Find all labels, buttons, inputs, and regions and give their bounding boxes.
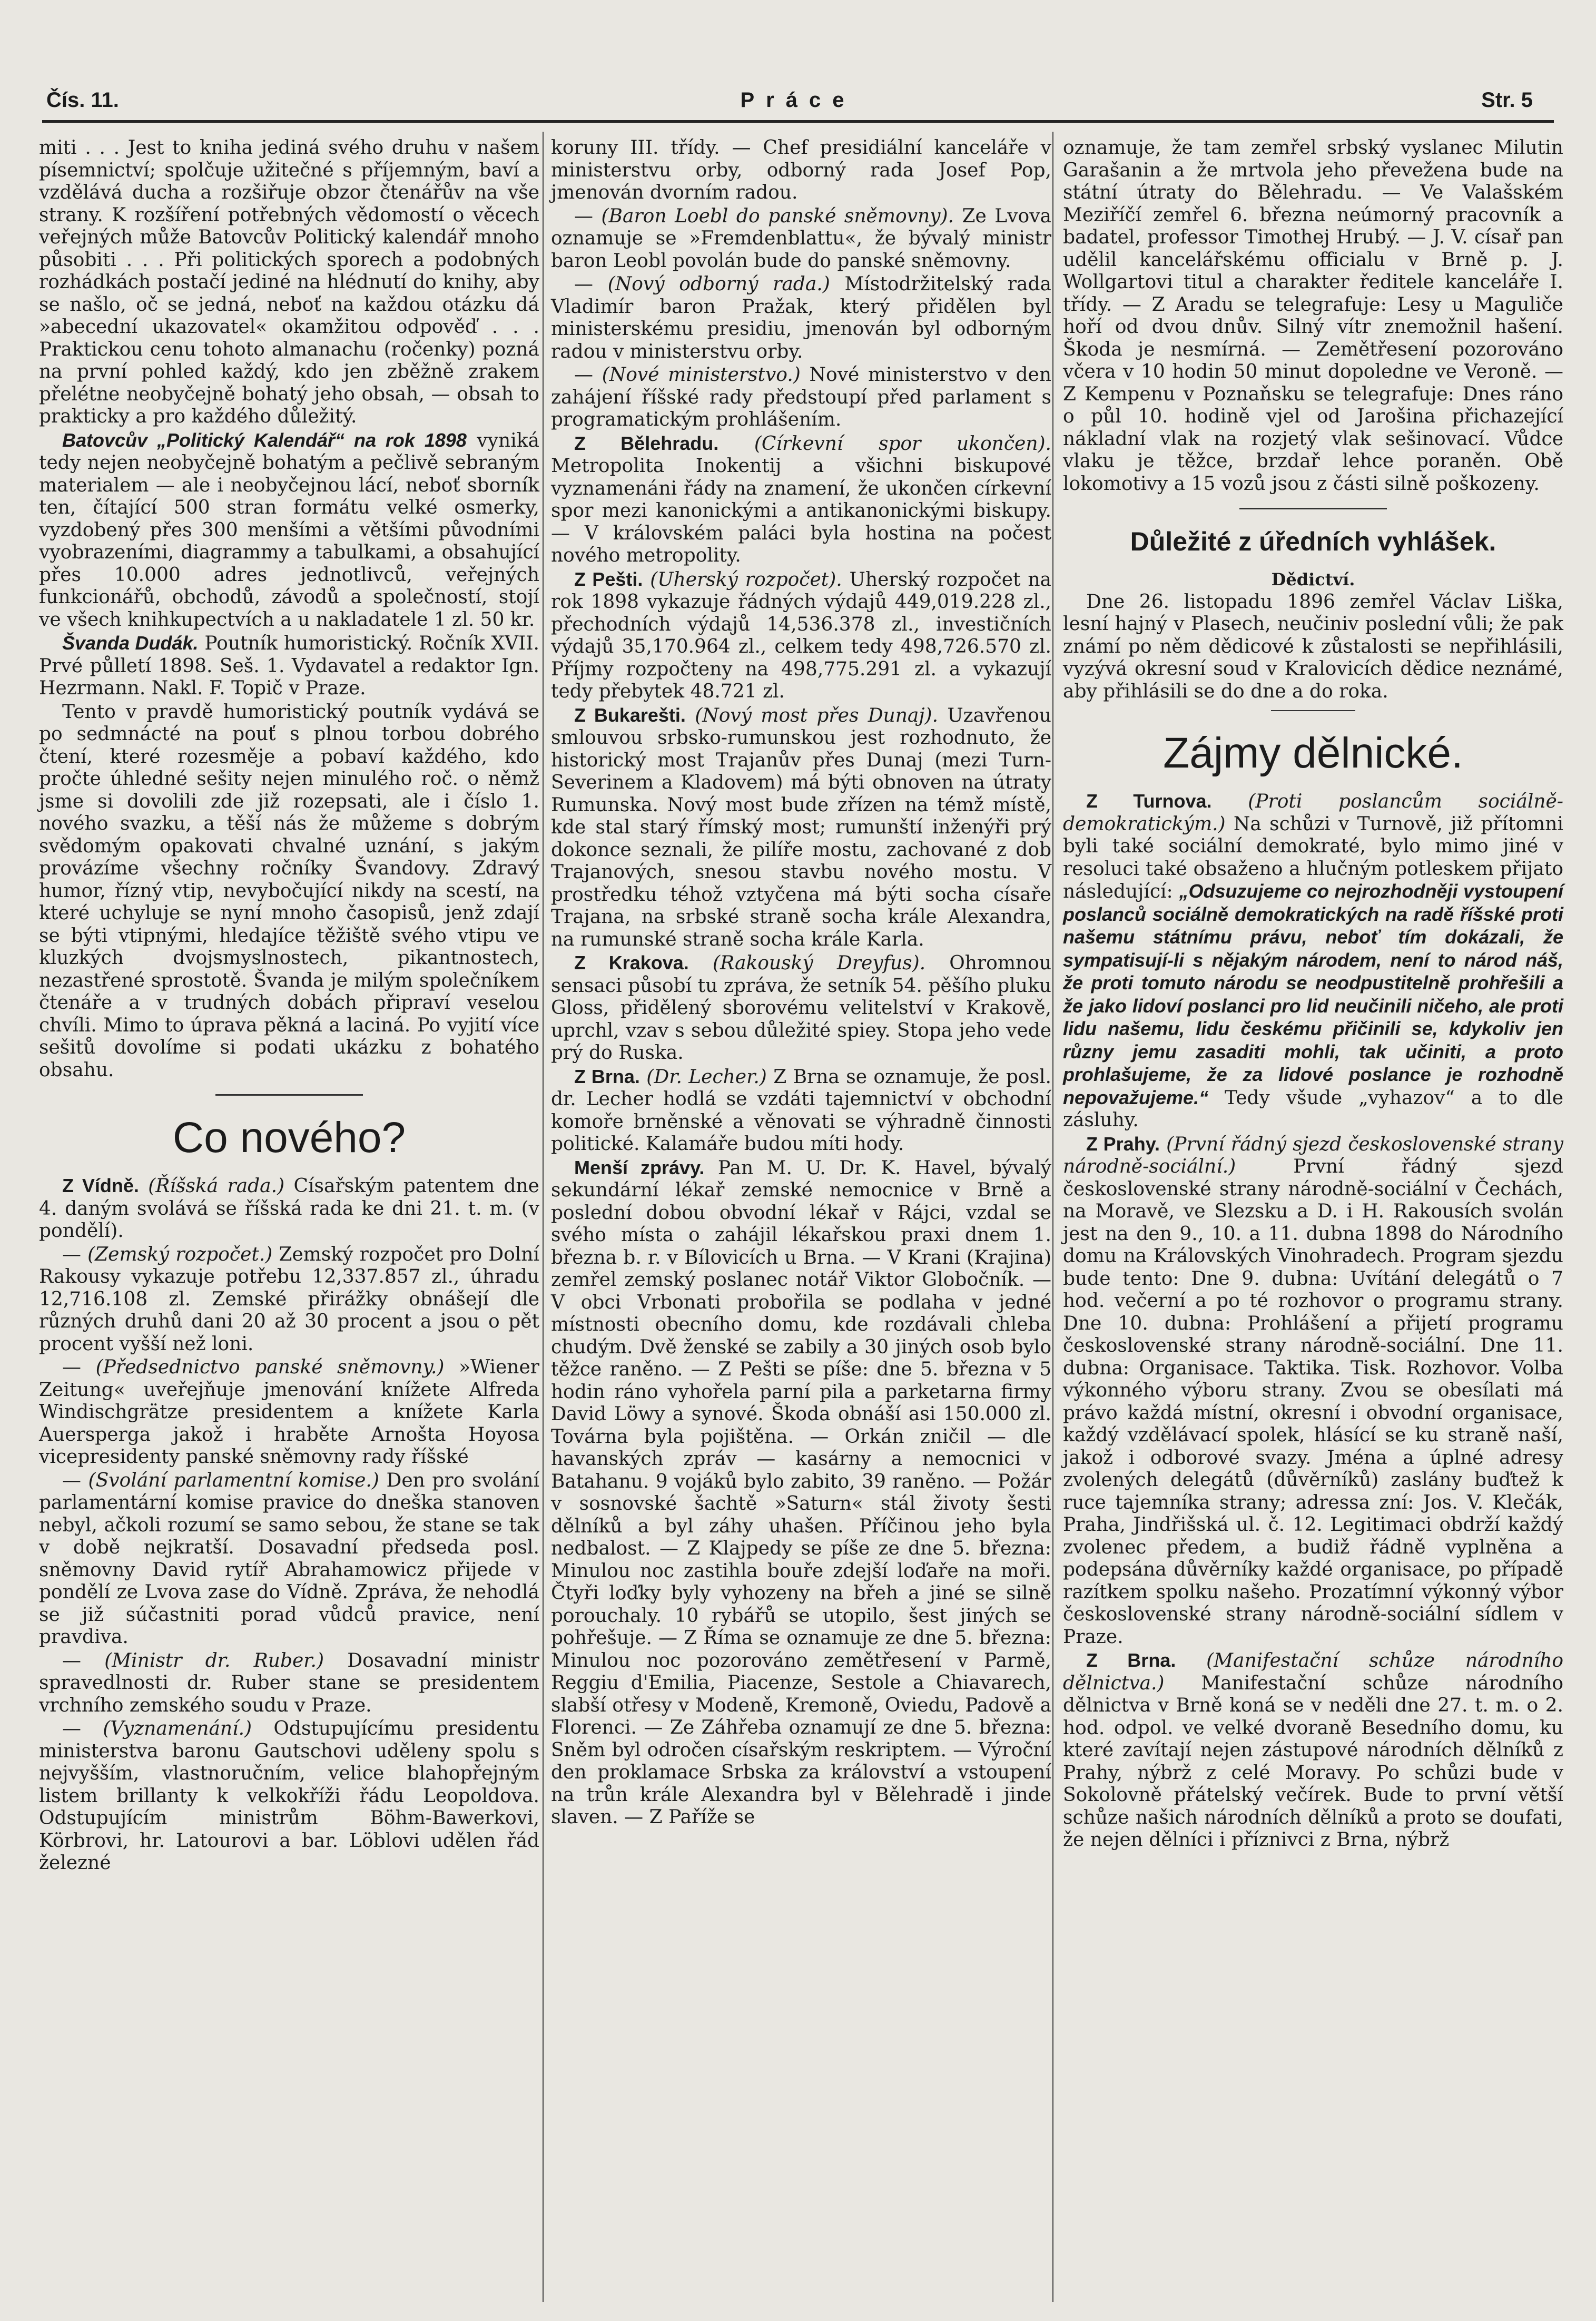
issue-number: Čís. 11. <box>46 88 119 112</box>
news-item <box>551 952 1051 1065</box>
article-paragraph: Tento v pravdě humoristický poutník vydává se po sedmnácté na pouť s plnou torbou dobrého čtení, které rozesměje a pobaví každého, kdo pročte úhledné sešity nejen minulého roč. o němž jsme si dovolili zde již rozepsati, ale i číslo 1. nového svazku, a těší nás že můžeme s dobrým svědomým opakovati chvalné uznání, s jakým provázíme všechny ročníky Švandovy. Zdravý humor, řízný vtip, nevybočující nikdy na scestí, na které uchyluje se nyní mnoho časopisů, jenž zdají se býti vtipnými, hledajíce těžiště svého vtipu ve kluzkých dvojsmyslnostech, pikantnostech, nezastřené sprostotě. Švanda je milým společníkem čtenáře a v trudných dobách připraví veselou chvíli. Mimo to úprava pěkná a laciná. Po vyjití více sešitů dovolíme si podati ukázku z bohatého obsahu. <box>39 701 539 1081</box>
news-text: První řádný sjezd československé strany národně-sociální v Čechách, na Moravě, ve Slezsku a D. i H. Rakousích svolán jest na den 9., 10. a 11. dubna 1898 do Národního domu na Královských Vinohradech. Program sjezdu bude tento: Dne 9. dubna: Uvítání delegátů o 7 hod. večerní a po té rozhovor o programu strany. Dne 10. dubna: Prohlášení a přijetí programu československé strany národně-sociální. Dne 11. dubna: Organisace. Taktika. Tisk. Rozhovor. Volba výkonného výboru strany. Zvou se obesílati má právo každá místní, okresní i obvodní organisace, každý vzdělávací spolek, hlásící se ku straně naší, jakož i odborové svazy. Jména a úplné adresy zvolených delegátů (důvěrníků) zaslány buďtež k ruce tajemníka strany; adressa zní: Jos. V. Klečák, Praha, Jindřišská ul. č. 12. Legitimaci obdrží každý zvolenec předem, a budiž řádně vyplněna a podepsána důvěrníky každé organisace, po případě razítkem spolku našeho. Prozatímní výkonný výbor československé strany národně-sociální sídlem v Praze. <box>1063 1156 1563 1648</box>
news-title: (Baron Loebl do panské sněmovny). <box>601 205 954 227</box>
news-item <box>1063 1649 1563 1852</box>
news-title: (Předsednictvo panské sněmovny.) <box>95 1356 445 1378</box>
news-item <box>1063 1133 1563 1649</box>
section-heading: Důležité z úředních vyhlášek. <box>1130 527 1496 556</box>
section-rule <box>215 1094 363 1096</box>
news-text: Na schůzi v Turnově, již přítomni byli také sociální demokraté, bylo mimo jiné v resoluci také obsaženo a hlučným potleskem přijato následující: <box>1063 813 1563 902</box>
news-item: — (Nový odborný rada.) Místodržitelský rada Vladimír baron Pražak, který přidělen byl ministerskému presidiu, jmenován byl odborným radou v ministerstvu orby. <box>551 273 1051 362</box>
news-text: Uherský rozpočet na rok 1898 vykazuje řádných výdajů 449,019.228 zl., přechodních výdajů 14,536.378 zl., investičních výdajů 35,170.964 zl., celkem tedy 498,726.570 zl. Příjmy rozpočteny na 498,775.291 zl. a vykazují tedy přebytek 48.721 zl. <box>551 568 1051 702</box>
news-title: (Rakouský Dreyfus). <box>712 952 926 974</box>
article-text: vyniká tedy nejen neobyčejně bohatým a pečlivě sebraným materialem — ale i neobyčejnou lácí, neboť sborník ten, čítající 500 stran formátu velké osmerky, vyzdobený přes 300 menšími a většími původními vyobrazeními, diagrammy a tabulkami, a obsahující přes 10.000 adres jednotlivců, veřejných funkcionářů, obchodů, závodů a společností, stojí ve všech knihkupectvích a u nakladatele 1 zl. 50 kr. <box>39 429 540 631</box>
news-text: Den pro svolání parlamentární komise pravice do dneška stanoven nebyl, ačkoli rozumí se samo sebou, že stane se tak v době nejkratší. Dosavadní předseda posl. sněmovny David rytíř Abrahamowicz přijede v pondělí ze Lvova zase do Vídně. Zpráva, že nehodlá se již súčastniti porad vůdců pravice, není pravdiva. <box>39 1469 539 1648</box>
subsection-heading: Dědictví. <box>1271 569 1355 589</box>
resolution-quote: „Odsuzujeme co nejrozhodněji vystoupení poslanců sociálně demokratických na radě říšské proti našemu státnímu právu, neboť tím dokázali, že sympatisují-li s nějakým národem, není to národ náš, že proti tomuto národu se neodpustitelně prohřešili a že jako lidoví poslanci pro lid neučinili ničeho, ale proti lidu našemu, lidu českému přičinili se, kdykoliv jen různy jemu zasaditi mohli, tak učiniti, a proto prohlašujeme, že za lidové poslance je rozhodně nepovažujeme.“ <box>1063 880 1563 1108</box>
news-item <box>551 1157 1051 1829</box>
article-paragraph <box>39 429 539 632</box>
news-title: (První řádný sjezd československé strany národně-sociální.) <box>1063 1133 1563 1177</box>
news-location: Z Krakova. <box>574 952 689 973</box>
column-1 <box>39 137 539 1876</box>
news-title: (Ministr dr. Ruber.) <box>104 1649 324 1671</box>
news-location: Z Pešti. <box>574 568 643 590</box>
news-text: Tedy všude „vyhazov“ a to dle zásluhy. <box>1063 1087 1563 1131</box>
news-title: (Říšská rada.) <box>148 1175 285 1197</box>
news-text: Z Brna se oznamuje, že posl. dr. Lecher hodlá se vzdáti tajemnictví v obchodní komoře brněnské a věnovati se výhradně činnosti politické. Kalamáře budou míti hody. <box>551 1066 1051 1155</box>
article-paragraph <box>39 632 539 700</box>
page-number: Str. 5 <box>1481 88 1533 112</box>
news-text: Ze Lvova oznamuje se »Fremdenblattu«, že bývalý ministr baron Leobl povolán bude do panské sněmovny. <box>551 205 1051 272</box>
news-text: Odstupujícímu presidentu ministerstva baronu Gautschovi uděleny spolu s nejvyšším, vlastnoručním, velice blahopřejným listem brillanty k velkokříži řádu Leopoldova. Odstupujícím ministrům Böhm-Bawerkovi, Körbrovi, hr. Latourovi a bar. Löblovi udělen řád železné <box>39 1718 539 1874</box>
news-item: — (Svolání parlamentní komise.) Den pro svolání parlamentární komise pravice do dneška stanoven nebyl, ačkoli rozumí se samo sebou, že stane se tak v době nejkratší. Dosavadní předseda posl. sněmovny David rytíř Abrahamowicz přijede v pondělí ze Lvova zase do Vídně. Zpráva, že nehodlá se již súčastniti porad vůdců pravice, není pravdiva. <box>39 1469 539 1648</box>
column-3 <box>1063 137 1563 1853</box>
news-item <box>551 432 1051 567</box>
news-item <box>551 704 1051 951</box>
section-heading: Zájmy dělnické. <box>1163 729 1463 777</box>
news-text: Zemský rozpočet pro Dolní Rakousy vykazuje potřebu 12,337.857 zl., úhradu 12,716.108 zl. Zemské přirážky obnášejí dle různých druhů dani 20 až 30 procent a jsou o pět procent vyšší než loni. <box>39 1243 539 1355</box>
column-2 <box>551 137 1051 1830</box>
news-location: Z Turnova. <box>1086 790 1212 812</box>
news-location: Z Bělehradu. <box>574 432 719 454</box>
news-text: Ohromnou sensaci působí tu zpráva, že setník 54. pěšího pluku Gloss, přidělený sborovému velitelství v Krakově, uprchl, vzav s sebou důležité spiey. Stopa jeho vede prý do Ruska. <box>551 952 1051 1064</box>
news-text: Nové ministerstvo v den zahájení říšské rady předstoupí před parlament s programatickým prohlášením. <box>551 364 1052 430</box>
news-text: Císařským patentem dne 4. daným svolává se říšská rada ke dni 21. t. m. (v pondělí). <box>39 1175 539 1242</box>
news-text: Místodržitelský rada Vladimír baron Pražak, který přidělen byl ministerskému presidiu, jmenován byl odborným radou v ministerstvu orby. <box>551 273 1051 362</box>
news-item: — (Vyznamenání.) Odstupujícímu presidentu ministerstva baronu Gautschovi uděleny spolu s nejvyšším, vlastnoručním, velice blahopřejným listem brillanty k velkokříži řádu Leopoldova. Odstupujícím ministrům Böhm-Bawerkovi, Körbrovi, hr. Latourovi a bar. Löblovi udělen řád železné <box>39 1718 539 1874</box>
news-item <box>551 568 1051 703</box>
section-rule <box>1239 508 1387 509</box>
news-item <box>1063 790 1563 1132</box>
news-title: (Nový most přes Dunaj). <box>695 704 939 726</box>
news-item: oznamuje, že tam zemřel srbský vyslanec Milutin Garašanin a že mrtvola jeho převežena bude na státní útraty do Bělehradu. — Ve Valašském Meziříčí zemřel 6. března neúmorný pracovník a badatel, professor Timothej Hrubý. — J. V. císař pan udělil kancelářskému officialu v Brně p. J. Wollgartovi titul a charakter ředitele kanceláře I. třídy. — Z Aradu se telegrafuje: Lesy u Maguliče hoří od dvou dnův. Silný vítr znemožnil hašení. Škoda je nesmírná. — Zemětřesení pozorováno včera v 10 hodin 50 minut dopoledne ve Veroně. — Z Kempenu v Poznaňsku se telegrafuje: Dnes ráno o půl 10. hodině vjel od Jarošina přichazející nákladní vlak na rozjetý vlak sešinovací. Vůdce vlaku je těžce, brzdař lehce poraněn. Obě lokomotivy a 15 vozů jsou z části silně poškozeny. <box>1063 137 1563 495</box>
news-location: Menší zprávy. <box>574 1156 705 1178</box>
news-location: Z Vídně. <box>62 1175 139 1196</box>
column-divider <box>543 132 544 2302</box>
news-location: Z Bukarešti. <box>574 704 686 726</box>
news-title: (Církevní spor ukončen). <box>754 432 1051 455</box>
news-item: — (Baron Loebl do panské sněmovny). Ze Lvova oznamuje se »Fremdenblattu«, že bývalý ministr baron Leobl povolán bude do panské sněmovny. <box>551 205 1051 272</box>
masthead-title: Práce <box>740 88 856 112</box>
news-text: Metropolita Inokentij a všichni biskupové vyznamenáni řády na znamení, že ukončen církevní spor mezi kanonickými a antikanonickými biskupy. — V královském paláci byla hostina na počest nového metropolity. <box>551 455 1051 566</box>
news-title: (Dr. Lecher.) <box>646 1066 767 1088</box>
news-item: — (Nové ministerstvo.) Nové ministerstvo v den zahájení říšské rady předstoupí před parlament s programatickým prohlášením. <box>551 364 1052 430</box>
news-item: — (Zemský rozpočet.) Zemský rozpočet pro Dolní Rakousy vykazuje potřebu 12,337.857 zl., úhradu 12,716.108 zl. Zemské přirážky obnášejí dle různých druhů dani 20 až 30 procent a jsou o pět procent vyšší než loni. <box>39 1243 539 1355</box>
news-title: (Svolání parlamentní komise.) <box>88 1469 379 1491</box>
article-title: Švanda Dudák. <box>62 632 199 654</box>
news-item: koruny III. třídy. — Chef presidiální kanceláře v ministerstvu orby, odborný rada Josef Pop, jmenován dvorním radou. <box>551 137 1051 203</box>
news-title: (Zemský rozpočet.) <box>87 1243 273 1265</box>
section-heading: Co nového? <box>172 1114 406 1162</box>
section-rule <box>1271 710 1355 711</box>
news-item <box>39 1175 539 1243</box>
news-title: (Manifestační schůze národního dělnictva.) <box>1063 1650 1564 1694</box>
news-location: Z Prahy. <box>1086 1133 1160 1155</box>
news-text: »Wiener Zeitung« uveřejňuje jmenování knížete Alfreda Windischgrätze presidentem a knížete Karla Auersperga jakož i hraběte Arnošta Hoyosa vicepresidenty panské sněmovny rady říšské <box>39 1356 539 1468</box>
article-text: Poutník humoristický. Ročník XVII. Prvé půlletí 1898. Seš. 1. Vydavatel a redaktor Ign. Hezrmann. Nakl. F. Topič v Praze. <box>39 633 539 699</box>
news-title: (Nové ministerstvo.) <box>602 364 801 386</box>
news-item: — (Předsednictvo panské sněmovny.) »Wiener Zeitung« uveřejňuje jmenování knížete Alfreda Windischgrätze presidentem a knížete Karla Auersperga jakož i hraběte Arnošta Hoyosa vicepresidenty panské sněmovny rady říšské <box>39 1356 539 1468</box>
news-item: — (Ministr dr. Ruber.) Dosavadní ministr spravedlnosti dr. Ruber stane se presidentem vrchního zemského soudu v Praze. <box>39 1649 539 1716</box>
news-location: Z Brna. <box>574 1065 640 1087</box>
news-title: (Proti poslancům sociálně-demokratickým.) <box>1063 791 1563 835</box>
page-header <box>42 88 1554 120</box>
notice-item: Dne 26. listopadu 1896 zemřel Václav Liška, lesní hajný v Plasech, neučiniv poslední vůli; že pak známí po něm dědicové k zůstalosti se nepřihlásili, vyzývá okresní soud v Kralovicích dědice neznámé, aby přihlásili se do dne a do roka. <box>1063 591 1563 702</box>
news-text: Pan M. U. Dr. K. Havel, bývalý sekundární lékař zemské nemocnice v Brně a poslední dobou obvodní lékař v Rájci, vzdal se svého místa o zahájil lékařskou praxi dnem 1. března b. r. v Bílovicích u Brna. — V Krani (Krajina) zemřel zemský poslanec notář Viktor Globočník. — V obci Vrbonati probořila se podlaha v jedné místnosti obecního domu, kde rozdávali chleba chudým. Dvě ženské se zabily a 30 jiných osob bylo těžce raněno. — Z Pešti se píše: dne 5. března v 5 hodin ráno vyhořela parní pila a parketarna firmy David Löwy a synové. Škoda obnáší asi 150.000 zl. Továrna byla pojištěna. — Orkán zničil — dle havanských zpráv — kasárny a nemocnici v Batahanu. 9 vojáků bylo zabito, 39 raněno. — Požár v sosnovské šachtě »Saturn« stál životy šesti dělníků a byl záhy uhašen. Příčinou jeho byla nedbalost. — Z Klajpedy se píše ze dne 5. března: Minulou noc zastihla bouře zdejší loďaře na moři. Čtyři loďky byly vyhozeny na břeh a jiné se silně porouchaly. 10 rybářů se utopilo, šest jiných se pohřešuje. — Z Říma se oznamuje ze dne 5. března: Minulou noc pozorováno zemětřesení v Parmě, Reggiu d'Emilia, Piacenze, Sestole a Chiavarech, slabší otřesy v Modeně, Kremoně, Oviedu, Padově a Florenci. — Ze Záhřeba oznamují ze dne 5. března: Sněm byl odročen císařským reskriptem. — Výroční den proklamace Srbska za království a vstoupení na trůn krále Alexandra byl v Bělehradě i jinde slaven. — Z Paříže se <box>551 1157 1052 1828</box>
news-title: (Nový odborný rada.) <box>607 273 830 295</box>
news-item <box>551 1066 1051 1156</box>
header-rule <box>42 120 1554 123</box>
news-title: (Uherský rozpočet). <box>650 568 842 591</box>
news-text: Uzavřenou smlouvou srbsko-rumunskou jest rozhodnuto, že historický most Trajanův přes Dunaj (mezi Turn-Severinem a Kladovem) má býti obnoven na útraty Rumunska. Nový most bude zřízen na témž místě, kde stal starý římský most; rumunští inženýři prý dokonce seznali, že pilíře mostu, zachované z dob Trajanových, snesou stavbu nového mostu. V prostředku téhož vztyčena má býti socha císaře Trajana, na srbské straně socha krále Alexandra, na rumunské straně socha krále Karla. <box>551 704 1051 950</box>
article-title: Batovcův „Politický Kalendář“ na rok 1898 <box>62 429 467 451</box>
news-text: Manifestační schůze národního dělnictva v Brně koná se v neděli dne 27. t. m. o 2. hod. odpol. ve velké dvoraně Besedního domu, ku které zavítají nejen zástupové národních dělníků z Prahy, nýbrž z celé Moravy. Po schůzi bude v Sokolovně přátelský večírek. Bude to první větší schůze našich národních dělníků a proto se doufati, že nejen dělníci i příznivci z Brna, nýbrž <box>1063 1672 1563 1851</box>
article-paragraph: miti . . . Jest to kniha jediná svého druhu v našem písemnictví; spolčuje užitečné s příjemným, baví a vzdělává ducha a rozšiřuje obzor čtenářův na vše strany. K rozšíření potřebných vědomostí o věcech veřejných může Batovcův Politický kalendář mnoho působiti . . . Při politických sporech a podobných rozhádkách postačí jediné na hlédnutí do knihy, aby se našlo, oč se jedná, neboť na každou otázku dá »abecední ukazovatel« okamžitou odpověď . . . Praktickou cenu tohoto almanachu (ročenky) pozná na první pohled každý, kdo jen zběžně zrakem přelétne neobyčejně bohatý jeho obsah, — obsah to prakticky a pro každého důležitý. <box>39 137 539 427</box>
news-text: Dosavadní ministr spravedlnosti dr. Ruber stane se presidentem vrchního zemského soudu v Praze. <box>39 1649 539 1716</box>
column-divider <box>1052 132 1053 2302</box>
news-title: (Vyznamenání.) <box>103 1718 252 1739</box>
news-location: Z Brna. <box>1086 1649 1176 1671</box>
